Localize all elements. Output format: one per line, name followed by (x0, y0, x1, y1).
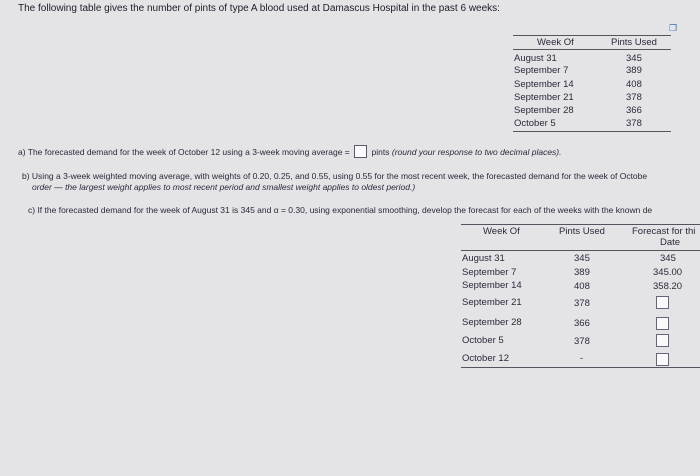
col-header-week: Week Of (483, 226, 520, 237)
col-header-week: Week Of (537, 37, 574, 48)
question-c: c) If the forecasted demand for the week of August 31 is 345 and α = 0.30, using exponential smoothing, develop the forecast for each of the weeks with the known de (28, 205, 653, 215)
table-row-week: September 21 (514, 92, 574, 103)
col-header-pints: Pints Used (611, 37, 657, 48)
table-row-week: September 21 (462, 297, 522, 308)
question-b-line2: order — the largest weight applies to most recent period and smallest weight applies to oldest period.) (32, 182, 416, 192)
table-top-rule (461, 224, 700, 225)
question-a-text: a) The forecasted demand for the week of October 12 using a 3-week moving average = (18, 147, 350, 157)
table-row-week: September 14 (462, 280, 522, 291)
forecast-input-october-12[interactable] (656, 353, 669, 366)
table-row-pints: 389 (626, 65, 642, 76)
copy-data-icon[interactable]: ❐ (669, 23, 678, 33)
table-row-pints: 378 (626, 92, 642, 103)
table-row-pints: 408 (574, 281, 590, 292)
table-row-week: September 28 (514, 105, 574, 116)
table-row-pints: 366 (574, 318, 590, 329)
table-row-week: October 12 (462, 353, 509, 364)
forecast-input-october-5[interactable] (656, 334, 669, 347)
table-bottom-rule (513, 131, 671, 132)
table-row-forecast: 345 (660, 253, 676, 264)
table-row-pints: - (580, 353, 584, 364)
col-header-date: Date (660, 237, 681, 248)
table-row-week: September 7 (462, 267, 517, 278)
question-a (18, 145, 562, 158)
table-row-pints: 408 (626, 79, 642, 90)
table-row-week: October 5 (514, 118, 556, 129)
table-top-rule (513, 35, 671, 36)
table-row-week: September 14 (514, 79, 574, 90)
table-row-pints: 378 (574, 298, 590, 309)
header-rule (461, 250, 700, 251)
moving-average-answer-input[interactable] (354, 145, 367, 158)
table-row-week: October 5 (462, 335, 504, 346)
table-bottom-rule (461, 367, 700, 368)
col-header-forecast: Forecast for thi (632, 226, 696, 237)
question-b-line1: b) Using a 3-week weighted moving average, with weights of 0.20, 0.25, and 0.55, using 0.55 for the most recent week, the forecasted demand for the week of Octobe (22, 171, 648, 181)
table-row-week: September 28 (462, 317, 522, 328)
table-row-pints: 345 (574, 253, 590, 264)
table-row-week: August 31 (514, 53, 557, 64)
table-row-pints: 366 (626, 105, 642, 116)
table-row-pints: 378 (626, 118, 642, 129)
table-row-pints: 389 (574, 267, 590, 278)
table-row-pints: 345 (626, 53, 642, 64)
table-row-week: August 31 (462, 253, 505, 264)
problem-intro: The following table gives the number of pints of type A blood used at Damascus Hospital in the past 6 weeks: (18, 3, 500, 14)
col-header-pints: Pints Used (559, 226, 605, 237)
question-a-hint: (round your response to two decimal places). (391, 147, 562, 157)
table-row-forecast: 358.20 (653, 281, 683, 292)
forecast-input-september-21[interactable] (656, 296, 669, 309)
forecast-input-september-28[interactable] (656, 317, 669, 330)
question-a-unit: pints (371, 147, 390, 157)
table-row-week: September 7 (514, 65, 569, 76)
header-rule (513, 49, 671, 50)
table-row-pints: 378 (574, 336, 590, 347)
table-row-forecast: 345.00 (653, 267, 683, 278)
